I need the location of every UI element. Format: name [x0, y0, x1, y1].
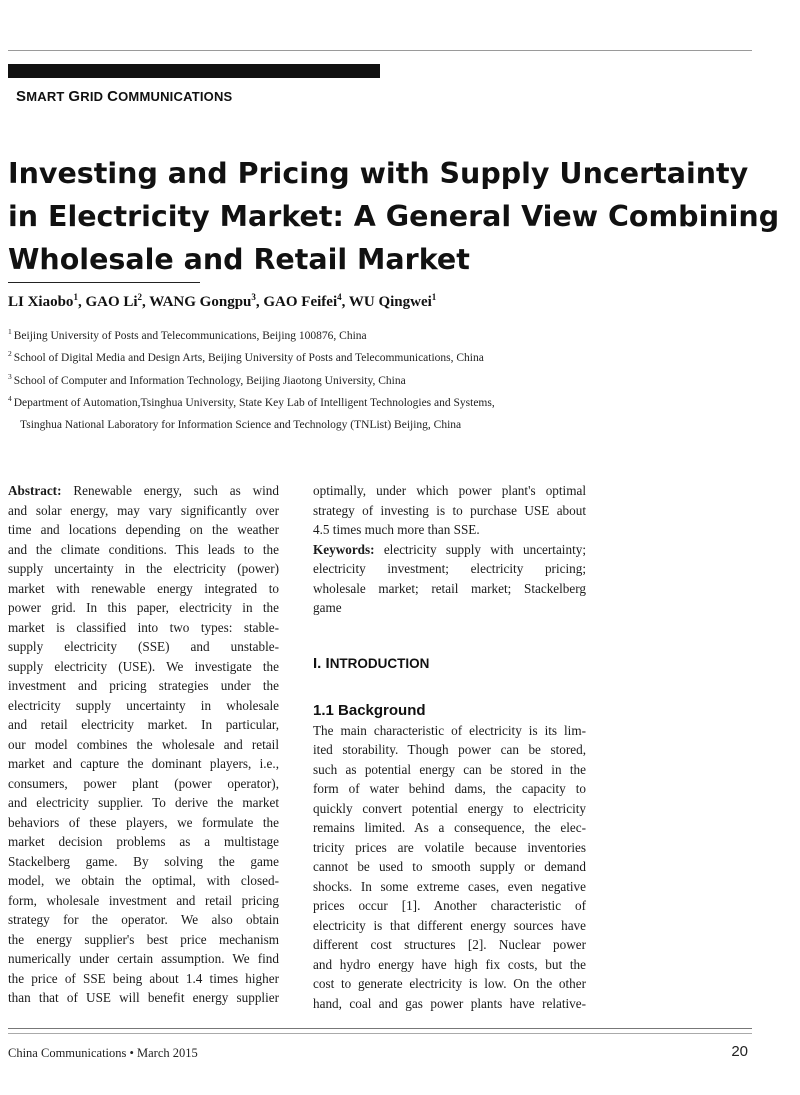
text-line: electricity investment; electricity pricing; [313, 561, 586, 576]
text-line: quickly convert potential energy to electricity [313, 800, 586, 816]
affiliation: Tsinghua National Laboratory for Information Science and Technology (TNList) Beijing, China [20, 419, 462, 432]
text-line: market decision problems as a multistage [8, 834, 279, 849]
subsection-heading-background: 1.1 Background [313, 702, 426, 719]
text-line: and the climate conditions. This leads to the [8, 541, 279, 557]
header-bar [8, 64, 380, 78]
title-line: Investing and Pricing with Supply Uncertainty [8, 157, 749, 190]
text-line: our model combines the wholesale and retail [8, 736, 279, 752]
footer-journal: China Communications • March 2015 [8, 1046, 198, 1060]
keywords-paragraph [313, 540, 586, 618]
text-line: Stackelberg game. By solving the game [8, 853, 279, 869]
text-line: model, we obtain the optimal, with closed- [8, 873, 279, 888]
text-line: and hydro energy have high fix costs, but the [313, 956, 586, 972]
affiliation: $^2$ School of Digital Media and Design Arts, Beijing University of Posts and Telecommunications, China [8, 349, 484, 365]
section-label: SMART GRID COMMUNICATIONS [16, 88, 233, 105]
text-line: optimally, under which power plant's optimal [313, 483, 586, 498]
text-line: tricity prices are volatile because inventories [313, 839, 586, 855]
text-line: The main characteristic of electricity is its lim- [313, 722, 586, 738]
author: WANG Gongpu$^3$, [149, 292, 264, 310]
background-lines [313, 721, 586, 1014]
author: LI Xiaobo$^1$, [8, 292, 86, 310]
text-line: 4.5 times much more than SSE. [313, 522, 480, 537]
text-line: shocks. In some extreme cases, even negative [313, 878, 586, 894]
abstract-label: Abstract: [8, 483, 62, 498]
footer-rule-secondary [8, 1033, 752, 1034]
abstract-lines [8, 501, 279, 1008]
text-line: different cost structures [2]. Nuclear power [313, 937, 586, 952]
text-line: supply electricity (SSE) and unstable- [8, 639, 279, 654]
text-line: prices occur [1]. Another characteristic of [313, 898, 586, 913]
author-list [8, 292, 436, 311]
text-line: such as potential energy can be stored in the [313, 761, 586, 777]
text-line: behaviors of these players, we formulate the [8, 814, 279, 830]
text-line: time and locations depending on the weather [8, 522, 279, 537]
paper-title [8, 152, 780, 281]
affiliation: $^1$ Beijing University of Posts and Telecommunications, Beijing 100876, China [8, 327, 367, 342]
text-line: numerically under certain assumption. We find [8, 951, 279, 966]
keyword-lines [313, 559, 586, 618]
text-line: game [313, 600, 342, 615]
text-line: strategy of investing is to purchase USE about [313, 502, 586, 518]
text-line: strategy for the operator. We also obtain [8, 912, 279, 927]
text-line: electricity is that different energy sources have [313, 917, 586, 933]
text-line: consumers, power plant (power operator), [8, 775, 279, 791]
text-line: supply uncertainty in the electricity (power) [8, 561, 279, 576]
text-line: than that of USE will benefit energy supplier [8, 990, 279, 1005]
section-heading-introduction: I. INTRODUCTION [313, 654, 430, 672]
keywords-line: Keywords: electricity supply with uncertainty; [313, 541, 586, 557]
author: WU Qingwei$^1$ [348, 292, 437, 310]
text-line: market is classified into two types: stable- [8, 619, 279, 635]
text-line: the energy supplier's best price mechanism [8, 931, 279, 947]
text-line: remains limited. As a consequence, the elec- [313, 820, 586, 835]
text-line: supply electricity (USE). We investigate the [8, 658, 279, 674]
affiliation: $^4$ Department of Automation,Tsinghua University, State Key Lab of Intelligent Technologies and Systems, [8, 393, 495, 409]
footer-rule [8, 1028, 752, 1029]
text-line: and electricity supplier. To derive the market [8, 795, 279, 810]
left-column [8, 481, 279, 1008]
author: GAO Feifei$^4$, [263, 292, 349, 310]
text-line: wholesale market; retail market; Stackelberg [313, 580, 586, 596]
top-rule [8, 50, 752, 51]
title-line: in Electricity Market: A General View Combining [8, 200, 780, 233]
text-line: the price of SSE being about 1.4 times higher [8, 970, 279, 986]
text-line: market and capture the dominant players, i.e., [8, 756, 279, 771]
text-line: cannot be used to smooth supply or demand [313, 859, 586, 874]
title-line: Wholesale and Retail Market [8, 243, 470, 276]
text-line: form, wholesale investment and retail pricing [8, 892, 279, 908]
text-line: cost to generate electricity is low. On the other [313, 976, 586, 991]
keywords-label: Keywords: [313, 541, 375, 557]
text-line: form of water behind dams, the capacity to [313, 781, 586, 796]
text-line: hand, coal and gas power plants have relative- [313, 995, 586, 1011]
text-line: and solar energy, may vary significantly over [8, 502, 279, 518]
text-line: ited storability. Though power can be stored, [313, 742, 586, 757]
text-line: and retail electricity market. In particular, [8, 717, 279, 732]
affiliations [8, 323, 608, 435]
text-line: electricity supply uncertainty in wholesale [8, 697, 279, 713]
author: GAO Li$^2$, [85, 292, 150, 310]
abstract-continued [313, 481, 586, 540]
page-number: 20 [731, 1043, 748, 1060]
right-column [313, 481, 586, 1013]
background-paragraph [313, 721, 586, 1014]
text-line: market with renewable energy integrated to [8, 580, 279, 596]
abstract-line: Abstract: Renewable energy, such as wind [8, 483, 279, 498]
affiliation: $^3$ School of Computer and Information Technology, Beijing Jiaotong University, China [8, 371, 406, 387]
abstract-paragraph [8, 481, 279, 1008]
author-rule [8, 282, 200, 283]
text-line: investment and pricing strategies under the [8, 678, 279, 693]
abstract-continued-lines [313, 481, 586, 540]
text-line: power grid. In this paper, electricity in the [8, 600, 279, 615]
